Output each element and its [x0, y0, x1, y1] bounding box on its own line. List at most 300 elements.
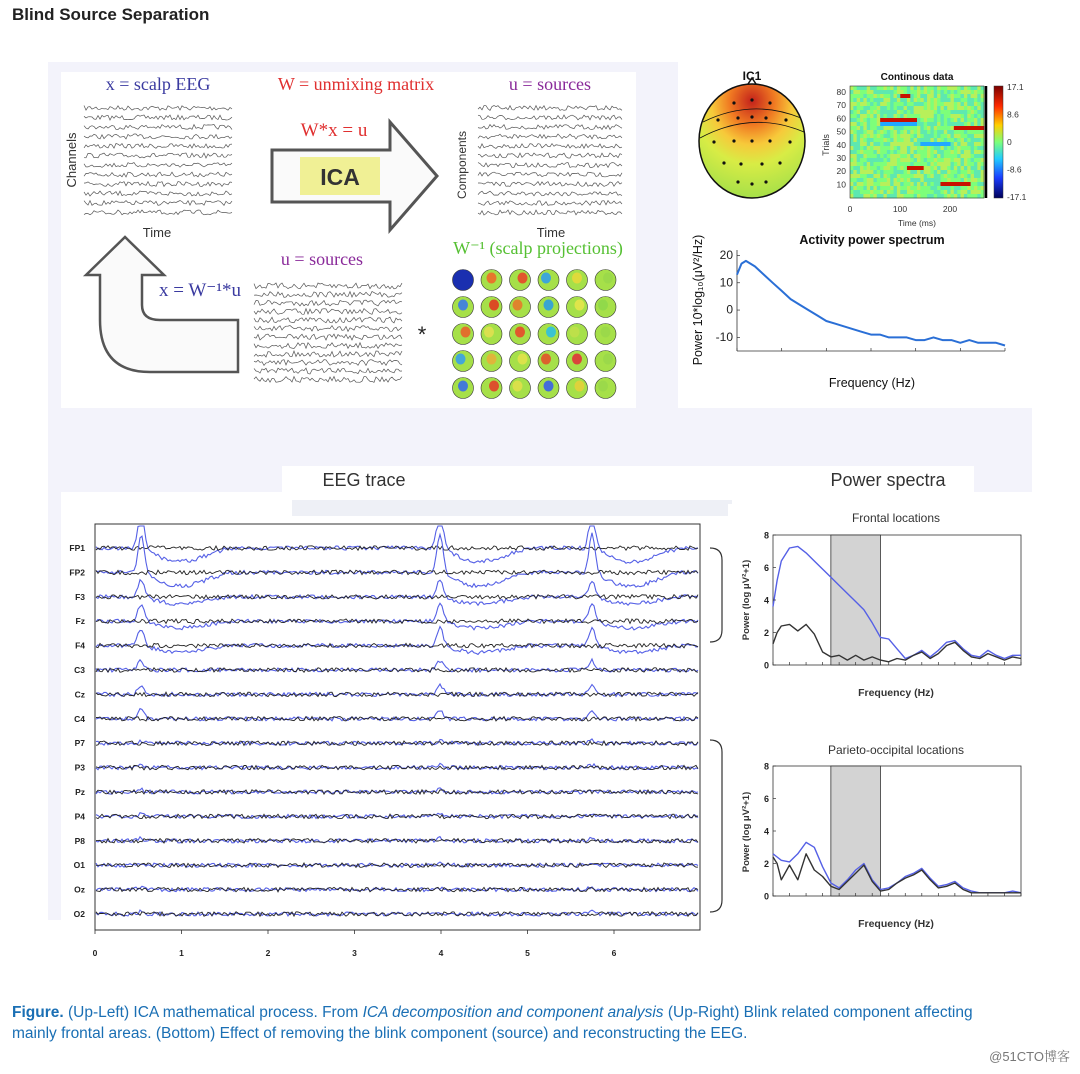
- erp-cell: [957, 182, 961, 186]
- erp-cell: [853, 174, 857, 178]
- erp-cell: [977, 106, 981, 110]
- erp-cell: [954, 106, 958, 110]
- erp-cell: [967, 90, 971, 94]
- erp-cell: [944, 138, 948, 142]
- erp-cell: [961, 130, 965, 134]
- erp-cell: [944, 98, 948, 102]
- erp-cell: [890, 98, 894, 102]
- erp-cell: [951, 162, 955, 166]
- erp-cell: [867, 98, 871, 102]
- erp-cell: [897, 102, 901, 106]
- erp-cell: [957, 94, 961, 98]
- erp-cell: [887, 170, 891, 174]
- erp-cell: [880, 102, 884, 106]
- erp-cell: [870, 182, 874, 186]
- erp-cell: [863, 182, 867, 186]
- erp-cell: [863, 126, 867, 130]
- erp-cell: [964, 174, 968, 178]
- erp-cell: [927, 90, 931, 94]
- source-trace: [254, 334, 402, 340]
- erp-cell: [860, 90, 864, 94]
- erp-cell: [877, 106, 881, 110]
- erp-cell: [961, 182, 965, 186]
- scalp-map: [567, 378, 588, 399]
- time-axis-right: Time: [536, 225, 566, 240]
- erp-cell: [967, 150, 971, 154]
- caption-label: Figure.: [12, 1004, 64, 1021]
- erp-cell: [947, 98, 951, 102]
- erp-cell: [884, 110, 888, 114]
- erp-cell: [934, 170, 938, 174]
- erp-cell: [880, 190, 884, 194]
- source-trace: [254, 326, 402, 332]
- erp-cell: [887, 134, 891, 138]
- eeg-time-tick: 5: [525, 948, 530, 958]
- erp-cell: [927, 186, 931, 190]
- erp-cell: [974, 122, 978, 126]
- erp-cell: [951, 182, 955, 186]
- erp-cell: [873, 114, 877, 118]
- erp-cell: [887, 166, 891, 170]
- erp-cell: [961, 138, 965, 142]
- scalp-map: [453, 324, 474, 345]
- source-trace: [254, 377, 402, 383]
- erp-cell: [860, 122, 864, 126]
- erp-cell: [907, 158, 911, 162]
- erp-cell: [887, 130, 891, 134]
- erp-cell: [951, 118, 955, 122]
- erp-cell: [961, 110, 965, 114]
- erp-cell: [917, 134, 921, 138]
- erp-cell: [971, 102, 975, 106]
- erp-cell: [904, 182, 908, 186]
- trial-tick: 70: [836, 100, 846, 111]
- erp-cell: [927, 158, 931, 162]
- erp-cell: [967, 162, 971, 166]
- erp-cell: [934, 86, 938, 90]
- erp-cell: [904, 154, 908, 158]
- erp-cell: [863, 138, 867, 142]
- erp-cell: [920, 138, 924, 142]
- erp-cell: [934, 178, 938, 182]
- erp-cell: [940, 170, 944, 174]
- erp-cell: [974, 142, 978, 146]
- erp-cell: [890, 158, 894, 162]
- erp-cell: [940, 158, 944, 162]
- erp-cell: [940, 146, 944, 150]
- erp-cell: [907, 134, 911, 138]
- erp-cell: [977, 166, 981, 170]
- erp-cell: [900, 98, 904, 102]
- erp-cell: [937, 174, 941, 178]
- erp-cell: [904, 190, 908, 194]
- erp-cell: [870, 98, 874, 102]
- erp-cell: [887, 150, 891, 154]
- erp-cell: [967, 130, 971, 134]
- erp-cell: [850, 150, 854, 154]
- erp-cell: [940, 154, 944, 158]
- erp-cell: [894, 182, 898, 186]
- source-trace: [254, 351, 402, 357]
- erp-cell: [860, 182, 864, 186]
- erp-cell: [853, 126, 857, 130]
- erp-cell: [967, 86, 971, 90]
- erp-cell: [937, 154, 941, 158]
- erp-cell: [937, 118, 941, 122]
- erp-cell: [957, 106, 961, 110]
- erp-cell: [914, 162, 918, 166]
- erp-cell: [877, 134, 881, 138]
- erp-cell: [977, 186, 981, 190]
- erp-cell: [934, 118, 938, 122]
- erp-cell: [900, 170, 904, 174]
- erp-cell: [927, 110, 931, 114]
- erp-cell: [954, 166, 958, 170]
- erp-cell: [910, 190, 914, 194]
- erp-cell: [877, 190, 881, 194]
- scalp-map: [567, 324, 588, 345]
- erp-cell: [951, 122, 955, 126]
- erp-cell: [894, 98, 898, 102]
- activity-spectrum-title: Activity power spectrum: [799, 233, 945, 247]
- erp-cell: [877, 130, 881, 134]
- erp-cell: [873, 86, 877, 90]
- erp-cell: [967, 118, 971, 122]
- erp-cell: [964, 142, 968, 146]
- erp-cell: [904, 158, 908, 162]
- source-trace: [254, 309, 402, 315]
- erp-cell: [907, 166, 911, 170]
- erp-cell: [867, 146, 871, 150]
- erp-cell: [954, 114, 958, 118]
- channel-label: Oz: [74, 884, 85, 895]
- erp-cell: [964, 86, 968, 90]
- erp-cell: [870, 106, 874, 110]
- erp-cell: [967, 186, 971, 190]
- erp-cell: [897, 106, 901, 110]
- erp-cell: [873, 118, 877, 122]
- erp-cell: [917, 118, 921, 122]
- erp-cell: [944, 190, 948, 194]
- scalp-map: [538, 324, 559, 345]
- erp-cell: [877, 178, 881, 182]
- channel-label: Pz: [75, 787, 85, 797]
- erp-cell: [917, 178, 921, 182]
- erp-cell: [917, 138, 921, 142]
- erp-cell: [884, 190, 888, 194]
- erp-cell: [974, 90, 978, 94]
- erp-cell: [954, 190, 958, 194]
- erp-cell: [967, 178, 971, 182]
- channel-label: C4: [74, 713, 85, 724]
- channels-axis-label: Channels: [64, 132, 79, 188]
- erp-cell: [940, 134, 944, 138]
- erp-cell: [870, 142, 874, 146]
- erp-cell: [977, 146, 981, 150]
- erp-cell: [924, 142, 928, 146]
- erp-cell: [920, 98, 924, 102]
- erp-cell: [900, 122, 904, 126]
- erp-cell: [867, 122, 871, 126]
- erp-cell: [850, 174, 854, 178]
- erp-cell: [850, 158, 854, 162]
- erp-cell: [894, 146, 898, 150]
- erp-cell: [877, 146, 881, 150]
- erp-cell: [904, 102, 908, 106]
- erp-cell: [877, 154, 881, 158]
- erp-cell: [850, 142, 854, 146]
- erp-cell: [930, 142, 934, 146]
- erp-cell: [961, 114, 965, 118]
- scalp-projections-label: W⁻¹ (scalp projections): [453, 238, 623, 258]
- erp-cell: [927, 182, 931, 186]
- erp-cell: [977, 98, 981, 102]
- erp-cell: [924, 182, 928, 186]
- erp-cell: [937, 182, 941, 186]
- erp-cell: [947, 158, 951, 162]
- erp-cell: [863, 170, 867, 174]
- erp-cell: [951, 146, 955, 150]
- erp-cell: [930, 154, 934, 158]
- y-tick-label: 4: [763, 595, 769, 606]
- erp-cell: [957, 154, 961, 158]
- colorbar-tick: 17.1: [1007, 82, 1024, 92]
- erp-cell: [853, 150, 857, 154]
- erp-cell: [924, 110, 928, 114]
- y-tick-label: 0: [763, 660, 769, 671]
- erp-cell: [887, 94, 891, 98]
- erp-cell: [907, 190, 911, 194]
- erp-cell: [900, 186, 904, 190]
- erp-cell: [880, 94, 884, 98]
- erp-cell: [863, 154, 867, 158]
- erp-cell: [880, 86, 884, 90]
- erp-cell: [920, 174, 924, 178]
- erp-cell: [867, 106, 871, 110]
- erp-cell: [957, 114, 961, 118]
- erp-cell: [971, 98, 975, 102]
- erp-cell: [860, 146, 864, 150]
- erp-cell: [924, 130, 928, 134]
- electrode: [712, 140, 715, 143]
- erp-cell: [873, 190, 877, 194]
- erp-cell: [897, 98, 901, 102]
- erp-cell: [897, 110, 901, 114]
- trial-tick: 50: [836, 126, 846, 137]
- erp-cell: [951, 126, 955, 130]
- erp-cell: [877, 174, 881, 178]
- erp-cell: [867, 186, 871, 190]
- erp-cell: [971, 154, 975, 158]
- erp-cell: [850, 118, 854, 122]
- erp-cell: [961, 158, 965, 162]
- ic1-title: IC1: [742, 69, 762, 83]
- erp-cell: [880, 174, 884, 178]
- erp-cell: [917, 102, 921, 106]
- erp-cell: [890, 106, 894, 110]
- erp-cell: [897, 170, 901, 174]
- erp-cell: [964, 170, 968, 174]
- erp-cell: [951, 114, 955, 118]
- erp-cell: [964, 114, 968, 118]
- erp-cell: [974, 94, 978, 98]
- unmixing-matrix-label: W = unmixing matrix: [277, 74, 435, 94]
- erp-cell: [927, 114, 931, 118]
- erp-cell: [977, 154, 981, 158]
- caption-source-link[interactable]: ICA decomposition and component analysis: [362, 1004, 664, 1021]
- erp-cell: [857, 162, 861, 166]
- erp-cell: [873, 138, 877, 142]
- erp-cell: [884, 154, 888, 158]
- colorbar-ticks: [1007, 82, 1027, 202]
- erp-cell: [910, 162, 914, 166]
- erp-cell: [853, 190, 857, 194]
- electrode: [750, 182, 753, 185]
- erp-cell: [917, 166, 921, 170]
- erp-cell: [884, 86, 888, 90]
- erp-cell: [947, 190, 951, 194]
- erp-cell: [894, 158, 898, 162]
- erp-cell: [907, 154, 911, 158]
- erp-cell: [873, 150, 877, 154]
- erp-cell: [890, 90, 894, 94]
- erp-cell: [920, 186, 924, 190]
- erp-cell: [914, 186, 918, 190]
- erp-cell: [951, 154, 955, 158]
- erp-cell: [971, 158, 975, 162]
- erp-cell: [900, 146, 904, 150]
- frontal-title: Frontal locations: [851, 511, 941, 525]
- erp-cell: [863, 166, 867, 170]
- erp-cell: [910, 126, 914, 130]
- erp-cell: [954, 98, 958, 102]
- erp-cell: [971, 110, 975, 114]
- erp-cell: [957, 86, 961, 90]
- erp-cell: [947, 134, 951, 138]
- erp-cell: [887, 162, 891, 166]
- plot-area: [737, 250, 1005, 351]
- erp-cell: [934, 90, 938, 94]
- erp-cell: [971, 170, 975, 174]
- erp-cell: [914, 110, 918, 114]
- erp-cell: [857, 126, 861, 130]
- erp-cell: [860, 190, 864, 194]
- erp-cell: [867, 110, 871, 114]
- erp-cell: [971, 130, 975, 134]
- erp-cell: [961, 122, 965, 126]
- erp-cell: [917, 186, 921, 190]
- erp-cell: [870, 178, 874, 182]
- erp-cell: [920, 110, 924, 114]
- erp-cell: [934, 142, 938, 146]
- colorbar-tick: 8.6: [1007, 109, 1019, 120]
- erp-cell: [907, 162, 911, 166]
- erp-cell: [977, 182, 981, 186]
- erp-cell: [877, 138, 881, 142]
- erp-cell: [934, 182, 938, 186]
- erp-cell: [907, 186, 911, 190]
- eeg-channel-trace: [84, 201, 232, 206]
- channel-label: F4: [75, 640, 85, 651]
- eeg-channel-trace: [84, 115, 232, 120]
- erp-cell: [954, 182, 958, 186]
- erp-cell: [927, 86, 931, 90]
- erp-cell: [914, 90, 918, 94]
- erp-cell: [850, 190, 854, 194]
- erp-cell: [944, 102, 948, 106]
- erp-cell: [930, 146, 934, 150]
- erp-cell: [934, 94, 938, 98]
- erp-cell: [954, 150, 958, 154]
- erp-cell: [850, 90, 854, 94]
- erp-cell: [967, 122, 971, 126]
- component-trace: [478, 210, 622, 215]
- erp-cell: [873, 102, 877, 106]
- erp-cell: [967, 146, 971, 150]
- erp-cell: [917, 154, 921, 158]
- erp-cell: [937, 162, 941, 166]
- erp-cell: [920, 114, 924, 118]
- erp-cell: [964, 146, 968, 150]
- erp-cell: [967, 98, 971, 102]
- erp-cell: [910, 106, 914, 110]
- scalp-map: [510, 270, 531, 291]
- erp-cell: [867, 190, 871, 194]
- erp-cell: [944, 94, 948, 98]
- erp-cell: [887, 186, 891, 190]
- erp-cell: [974, 182, 978, 186]
- erp-cell: [944, 162, 948, 166]
- erp-cell: [867, 174, 871, 178]
- continuous-data-title: Continous data: [880, 72, 954, 83]
- erp-cell: [927, 102, 931, 106]
- erp-cell: [961, 126, 965, 130]
- erp-cell: [884, 114, 888, 118]
- erp-cell: [920, 102, 924, 106]
- erp-cell: [914, 126, 918, 130]
- erp-cell: [920, 90, 924, 94]
- eeg-channel-trace: [84, 172, 232, 177]
- erp-cell: [974, 130, 978, 134]
- y-tick-label: 4: [763, 826, 769, 837]
- erp-cell: [924, 134, 928, 138]
- erp-cell: [904, 94, 908, 98]
- erp-cell: [897, 182, 901, 186]
- erp-cell: [940, 182, 944, 186]
- erp-cell: [870, 158, 874, 162]
- erp-cell: [944, 174, 948, 178]
- watermark: @51CTO博客: [989, 1049, 1070, 1064]
- multiply-symbol: *: [417, 322, 427, 347]
- erp-cell: [904, 110, 908, 114]
- erp-cell: [873, 122, 877, 126]
- erp-cell: [957, 138, 961, 142]
- erp-cell: [880, 150, 884, 154]
- erp-cell: [974, 146, 978, 150]
- erp-cell: [897, 162, 901, 166]
- erp-cell: [920, 122, 924, 126]
- erp-cell: [884, 162, 888, 166]
- erp-cell: [900, 102, 904, 106]
- erp-cell: [870, 146, 874, 150]
- erp-cell: [914, 94, 918, 98]
- erp-cell: [853, 114, 857, 118]
- erp-cell: [957, 158, 961, 162]
- erp-cell: [904, 162, 908, 166]
- erp-cell: [867, 94, 871, 98]
- erp-cell: [957, 150, 961, 154]
- erp-cell: [897, 126, 901, 130]
